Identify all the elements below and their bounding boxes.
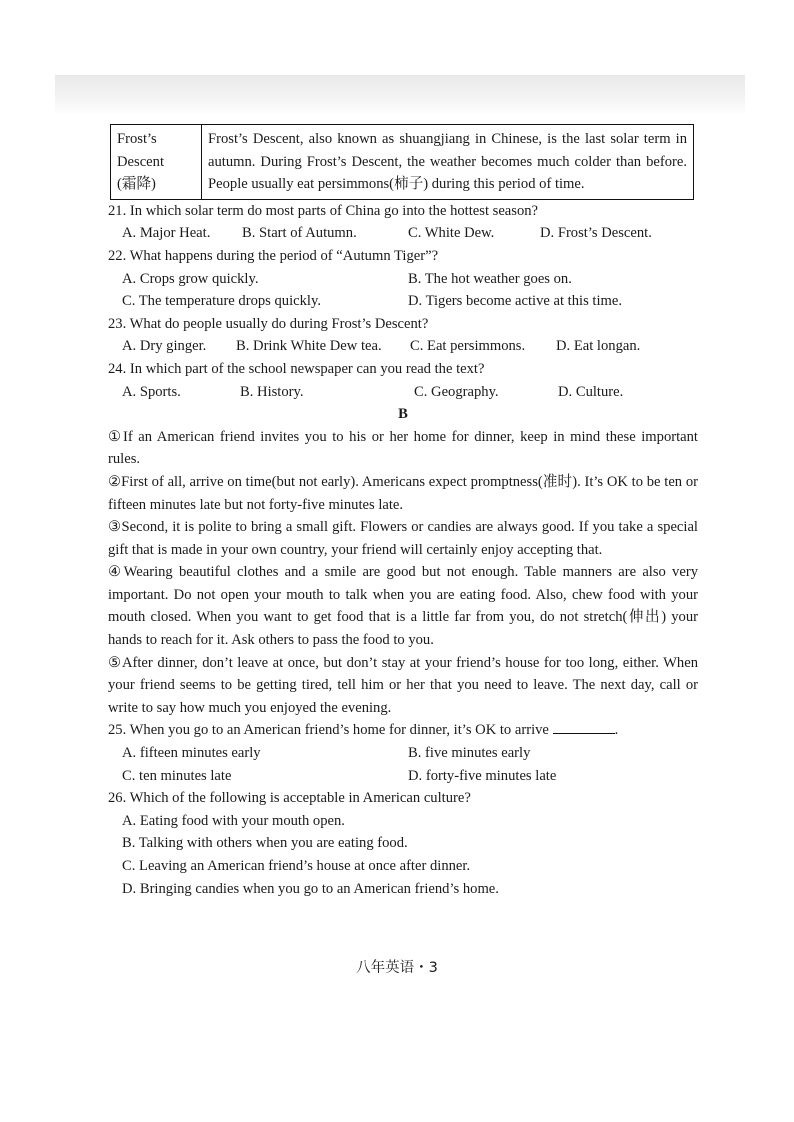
question-22-options-row1 <box>108 268 698 291</box>
option-c: C. Eat persimmons. <box>410 338 526 355</box>
option-c: C. Geography. <box>414 383 499 400</box>
option-a: A. Eating food with your mouth open. <box>122 812 345 829</box>
option-d: D. forty-five minutes late <box>408 767 557 784</box>
passage-paragraph-1: ①If an American friend invites you to his or her home for dinner, keep in mind these important rules. <box>108 428 698 468</box>
option-b: B. Talking with others when you are eating food. <box>122 835 408 852</box>
term-name-line: Descent <box>117 153 165 170</box>
scan-shadow-band <box>55 75 745 115</box>
option-d: D. Culture. <box>558 383 624 400</box>
question-22-options-row2 <box>108 290 698 313</box>
question-26: 26. Which of the following is acceptable in American culture? <box>108 790 471 807</box>
passage-paragraph-2: ②First of all, arrive on time(but not early). Americans expect promptness(准时). It’s OK to be ten or fifteen minutes late but not forty-five minutes late. <box>108 473 698 513</box>
question-23: 23. What do people usually do during Frost’s Descent? <box>108 315 429 332</box>
option-c: C. White Dew. <box>408 225 495 242</box>
question-25-options-row2 <box>108 765 698 788</box>
option-c: C. The temperature drops quickly. <box>122 293 321 310</box>
passage-paragraph-5: ⑤After dinner, don’t leave at once, but don’t stay at your friend’s house for too long, either. When your friend seems to be getting tired, tell him or her that you need to leave. The next day, call or write to say how much you enjoyed the evening. <box>108 654 698 716</box>
question-24-options <box>108 381 698 404</box>
option-c: C. Leaving an American friend’s house at once after dinner. <box>122 858 471 874</box>
question-24: 24. In which part of the school newspaper can you read the text? <box>108 360 485 377</box>
page-content <box>108 124 698 900</box>
option-a: A. fifteen minutes early <box>122 745 261 762</box>
question-22: 22. What happens during the period of “Autumn Tiger”? <box>108 247 439 264</box>
option-d: D. Bringing candies when you go to an American friend’s home. <box>122 880 499 897</box>
option-a: A. Sports. <box>122 383 181 400</box>
section-b-heading: B <box>398 406 408 423</box>
option-c: C. ten minutes late <box>122 767 232 784</box>
term-name-line: Frost’s <box>117 131 157 147</box>
answer-blank <box>553 719 615 734</box>
option-b: B. History. <box>240 383 304 400</box>
question-21-options <box>108 222 698 245</box>
passage-paragraph-3: ③Second, it is polite to bring a small gift. Flowers or candies are always good. If you take a special gift that is made in your own country, your friend will certainly enjoy accepting that. <box>108 519 698 558</box>
term-name-cell <box>111 125 202 200</box>
option-b: B. The hot weather goes on. <box>408 270 572 287</box>
table-row <box>111 125 694 200</box>
option-a: A. Dry ginger. <box>122 338 207 355</box>
question-25-text: 25. When you go to an American friend’s home for dinner, it’s OK to arrive <box>108 722 549 739</box>
option-d: D. Frost’s Descent. <box>540 225 652 242</box>
question-25-end: . <box>614 722 619 739</box>
question-25 <box>108 719 698 742</box>
option-b: B. Drink White Dew tea. <box>236 338 382 355</box>
question-23-options <box>108 335 698 358</box>
option-b: B. five minutes early <box>408 745 531 762</box>
question-25-options-row1 <box>108 742 698 765</box>
page-footer: 八年英语・3 <box>356 960 438 976</box>
option-d: D. Eat longan. <box>556 338 641 355</box>
question-21: 21. In which solar term do most parts of China go into the hottest season? <box>108 202 539 219</box>
term-name-line: (霜降) <box>117 176 156 193</box>
term-description-cell: Frost’s Descent, also known as shuangjiang in Chinese, is the last solar term in autumn. During Frost’s Descent, the weather becomes much colder than before. People usually eat persimmons(柿子) during this period of time. <box>202 125 694 200</box>
option-a: A. Crops grow quickly. <box>122 270 259 287</box>
option-b: B. Start of Autumn. <box>242 225 357 242</box>
passage-paragraph-4: ④Wearing beautiful clothes and a smile are good but not enough. Table manners are also very important. Do not open your mouth to talk when you are eating food. Also, chew food with your mouth closed. When you want to get food that is a little far from you, do not stretch(伸出) your hands to reach for it. Ask others to pass the food to you. <box>108 564 698 649</box>
solar-term-table <box>110 124 694 200</box>
option-d: D. Tigers become active at this time. <box>408 293 623 310</box>
option-a: A. Major Heat. <box>122 225 211 242</box>
